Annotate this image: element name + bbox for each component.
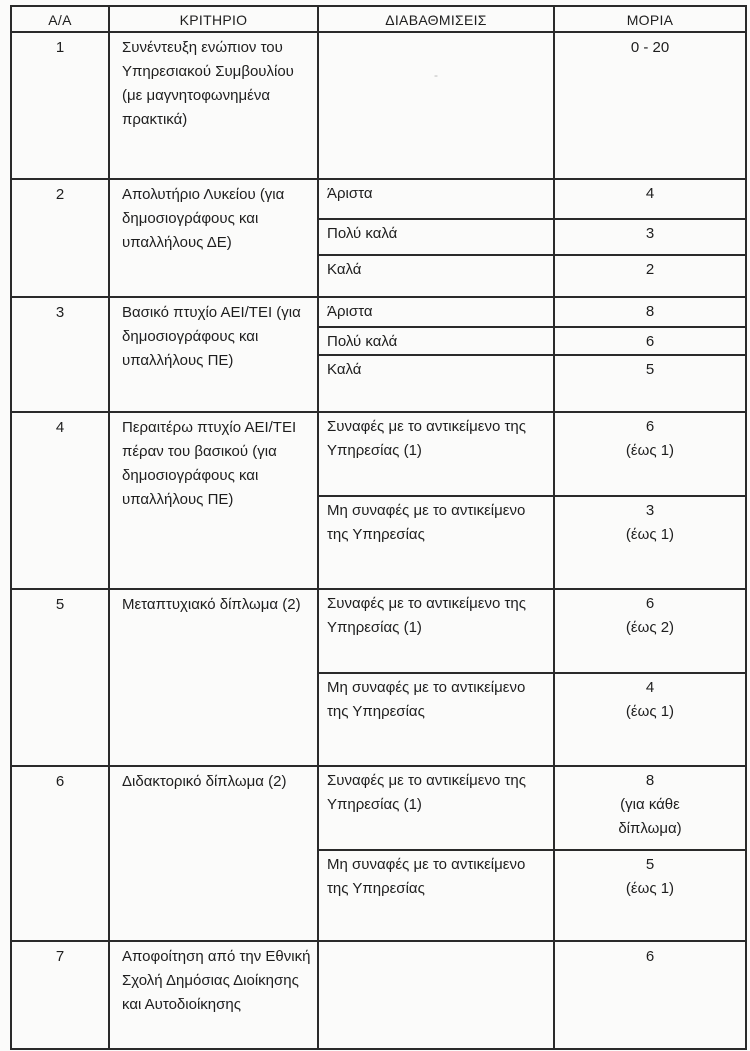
points-note: (έως 1) <box>625 526 675 543</box>
points-cell <box>555 180 747 298</box>
points-note: (έως 1) <box>625 442 675 459</box>
points-group <box>555 497 745 588</box>
row-number: 6 <box>10 767 110 942</box>
grades-cell <box>319 413 555 590</box>
grades-cell-empty <box>319 33 555 180</box>
criterion-text: Αποφοίτηση από την Εθνική Σχολή Δημόσιας Διοίκησης και Αυτοδιοίκησης <box>110 942 319 1050</box>
row-number: 2 <box>10 180 110 298</box>
criterion-text: Βασικό πτυχίο ΑΕΙ/ΤΕΙ (για δημοσιογράφους και υπαλλήλους ΠΕ) <box>110 298 319 413</box>
points-value: 6 <box>555 942 747 1050</box>
grades-cell <box>319 767 555 942</box>
row-number: 3 <box>10 298 110 413</box>
grade-label: Μη συναφές με το αντικείμενο της Υπηρεσίας <box>327 502 526 543</box>
grades-cell <box>319 590 555 767</box>
points-value: 2 <box>645 261 655 278</box>
points-value: 3 <box>555 220 745 256</box>
points-value: 8 <box>555 298 745 328</box>
points-note: (έως 1) <box>625 880 675 897</box>
header-points: ΜΟΡΙΑ <box>555 5 747 33</box>
criterion-text: Διδακτορικό δίπλωμα (2) <box>110 767 319 942</box>
points-value: 3 <box>645 502 655 519</box>
grade-label: Πολύ καλά <box>319 220 553 256</box>
points-cell <box>555 767 747 942</box>
points-note: (για κάθε δίπλωμα) <box>618 796 682 837</box>
points-group <box>555 590 745 674</box>
grade-label: Μη συναφές με το αντικείμενο της Υπηρεσίας <box>327 679 526 720</box>
criterion-text: Περαιτέρω πτυχίο ΑΕΙ/ΤΕΙ πέραν του βασικού (για δημοσιογράφους και υπαλλήλους ΠΕ) <box>110 413 319 590</box>
points-value: 5 <box>645 856 655 873</box>
grades-cell <box>319 180 555 298</box>
scan-mark: - <box>434 68 438 82</box>
points-value: 8 <box>645 772 655 789</box>
points-note: (έως 1) <box>625 703 675 720</box>
points-value: 6 <box>555 328 745 356</box>
grade-label: Συναφές με το αντικείμενο της Υπηρεσίας (1) <box>319 413 553 497</box>
row-number: 1 <box>10 33 110 180</box>
header-aa: Α/Α <box>10 5 110 33</box>
points-cell <box>555 298 747 413</box>
grade-label: Καλά <box>327 361 362 378</box>
points-group <box>555 674 745 765</box>
points-value: 6 <box>645 418 655 435</box>
points-value: 5 <box>645 361 655 378</box>
points-group <box>555 413 745 497</box>
grade-label: Άριστα <box>319 298 553 328</box>
points-note: (έως 2) <box>625 619 675 636</box>
points-value: 4 <box>555 180 745 220</box>
criteria-table <box>10 5 747 1050</box>
points-cell <box>555 590 747 767</box>
points-group <box>555 851 745 940</box>
grade-label: Άριστα <box>319 180 553 220</box>
points-value: 6 <box>645 595 655 612</box>
header-grades: ΔΙΑΒΑΘΜΙΣΕΙΣ <box>319 5 555 33</box>
criterion-text: Συνέντευξη ενώπιον του Υπηρεσιακού Συμβουλίου (με μαγνητοφωνημένα πρακτικά) <box>110 33 319 180</box>
points-value: 0 - 20 <box>555 33 747 180</box>
criterion-text: Απολυτήριο Λυκείου (για δημοσιογράφους και υπαλλήλους ΔΕ) <box>110 180 319 298</box>
header-criterion: ΚΡΙΤΗΡΙΟ <box>110 5 319 33</box>
row-number: 7 <box>10 942 110 1050</box>
row-number: 5 <box>10 590 110 767</box>
grades-cell <box>319 298 555 413</box>
grade-label: Συναφές με το αντικείμενο της Υπηρεσίας (1) <box>319 590 553 674</box>
grade-label: Πολύ καλά <box>319 328 553 356</box>
points-group <box>555 767 745 851</box>
row-number: 4 <box>10 413 110 590</box>
criterion-text: Μεταπτυχιακό δίπλωμα (2) <box>110 590 319 767</box>
grade-label: Συναφές με το αντικείμενο της Υπηρεσίας (1) <box>319 767 553 851</box>
points-value: 4 <box>645 679 655 696</box>
grades-cell-empty <box>319 942 555 1050</box>
grade-label: Μη συναφές με το αντικείμενο της Υπηρεσίας <box>327 856 526 897</box>
grade-label: Καλά <box>327 261 362 278</box>
points-cell <box>555 413 747 590</box>
